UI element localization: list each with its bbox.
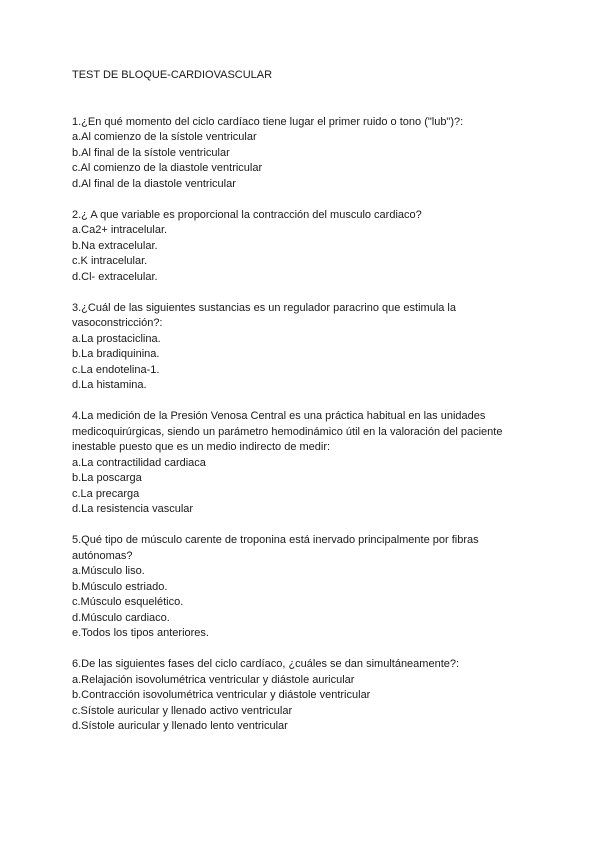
option-text: d.Cl- extracelular.: [72, 270, 158, 283]
option-text: c.Sístole auricular y llenado activo ventricular: [72, 704, 293, 717]
option-text: c.Al comienzo de la diastole ventricular: [72, 162, 263, 174]
option-text: b.Al final de la sístole ventricular: [72, 146, 230, 159]
question-text: 3.¿Cuál de las siguientes sustancias es un regulador paracrino que estimula la vasoconstricción?:: [72, 301, 460, 329]
option-text: a.Ca2+ intracelular.: [72, 224, 168, 236]
option-text: c.Músculo esquelético.: [72, 596, 184, 608]
question-block: [72, 115, 530, 193]
question-text: 5.Qué tipo de músculo carente de troponina está inervado principalmente por fibras autónomas?: [72, 534, 482, 562]
option-text: b.La poscarga: [72, 472, 142, 484]
question-block: [72, 208, 530, 286]
option-text: d.Al final de la diastole ventricular: [72, 177, 236, 190]
option-text: e.Todos los tipos anteriores.: [72, 627, 209, 639]
question-block: [72, 409, 530, 518]
question-text: 2.¿ A que variable es proporcional la contracción del musculo cardiaco?: [72, 208, 422, 221]
option-text: d.La resistencia vascular: [72, 503, 194, 515]
document-title: TEST DE BLOQUE-CARDIOVASCULAR: [72, 69, 273, 81]
option-text: c.La precarga: [72, 487, 140, 500]
option-text: d.La histamina.: [72, 379, 147, 391]
option-text: b.Na extracelular.: [72, 239, 158, 252]
option-text: b.La bradiquinina.: [72, 348, 160, 360]
option-text: c.La endotelina-1.: [72, 363, 160, 376]
question-block: [72, 301, 530, 394]
option-text: a.La contractilidad cardiaca: [72, 456, 206, 469]
option-text: a.Relajación isovolumétrica ventricular y diástole auricular: [72, 673, 355, 686]
option-text: b.Contracción isovolumétrica ventricular y diástole ventricular: [72, 689, 371, 701]
questions-container: [72, 115, 530, 735]
question-block: [72, 533, 530, 642]
option-text: b.Músculo estriado.: [72, 580, 168, 593]
option-text: d.Músculo cardiaco.: [72, 611, 170, 624]
option-text: a.Al comienzo de la sístole ventricular: [72, 131, 257, 143]
option-text: a.La prostaciclina.: [72, 332, 161, 345]
option-text: a.Músculo liso.: [72, 565, 145, 577]
option-text: c.K intracelular.: [72, 255, 148, 267]
question-text: 1.¿En qué momento del ciclo cardíaco tiene lugar el primer ruido o tono ("lub")?:: [72, 115, 464, 128]
option-text: d.Sístole auricular y llenado lento ventricular: [72, 720, 288, 732]
question-text: 4.La medición de la Presión Venosa Central es una práctica habitual en las unidades medicoquirúrgicas, siendo un parámetro hemodinámico útil en la valoración del paciente inestable puesto que es un medio indirecto de medir:: [72, 410, 506, 453]
question-block: [72, 657, 530, 735]
question-text: 6.De las siguientes fases del ciclo cardíaco, ¿cuáles se dan simultáneamente?:: [72, 658, 460, 670]
